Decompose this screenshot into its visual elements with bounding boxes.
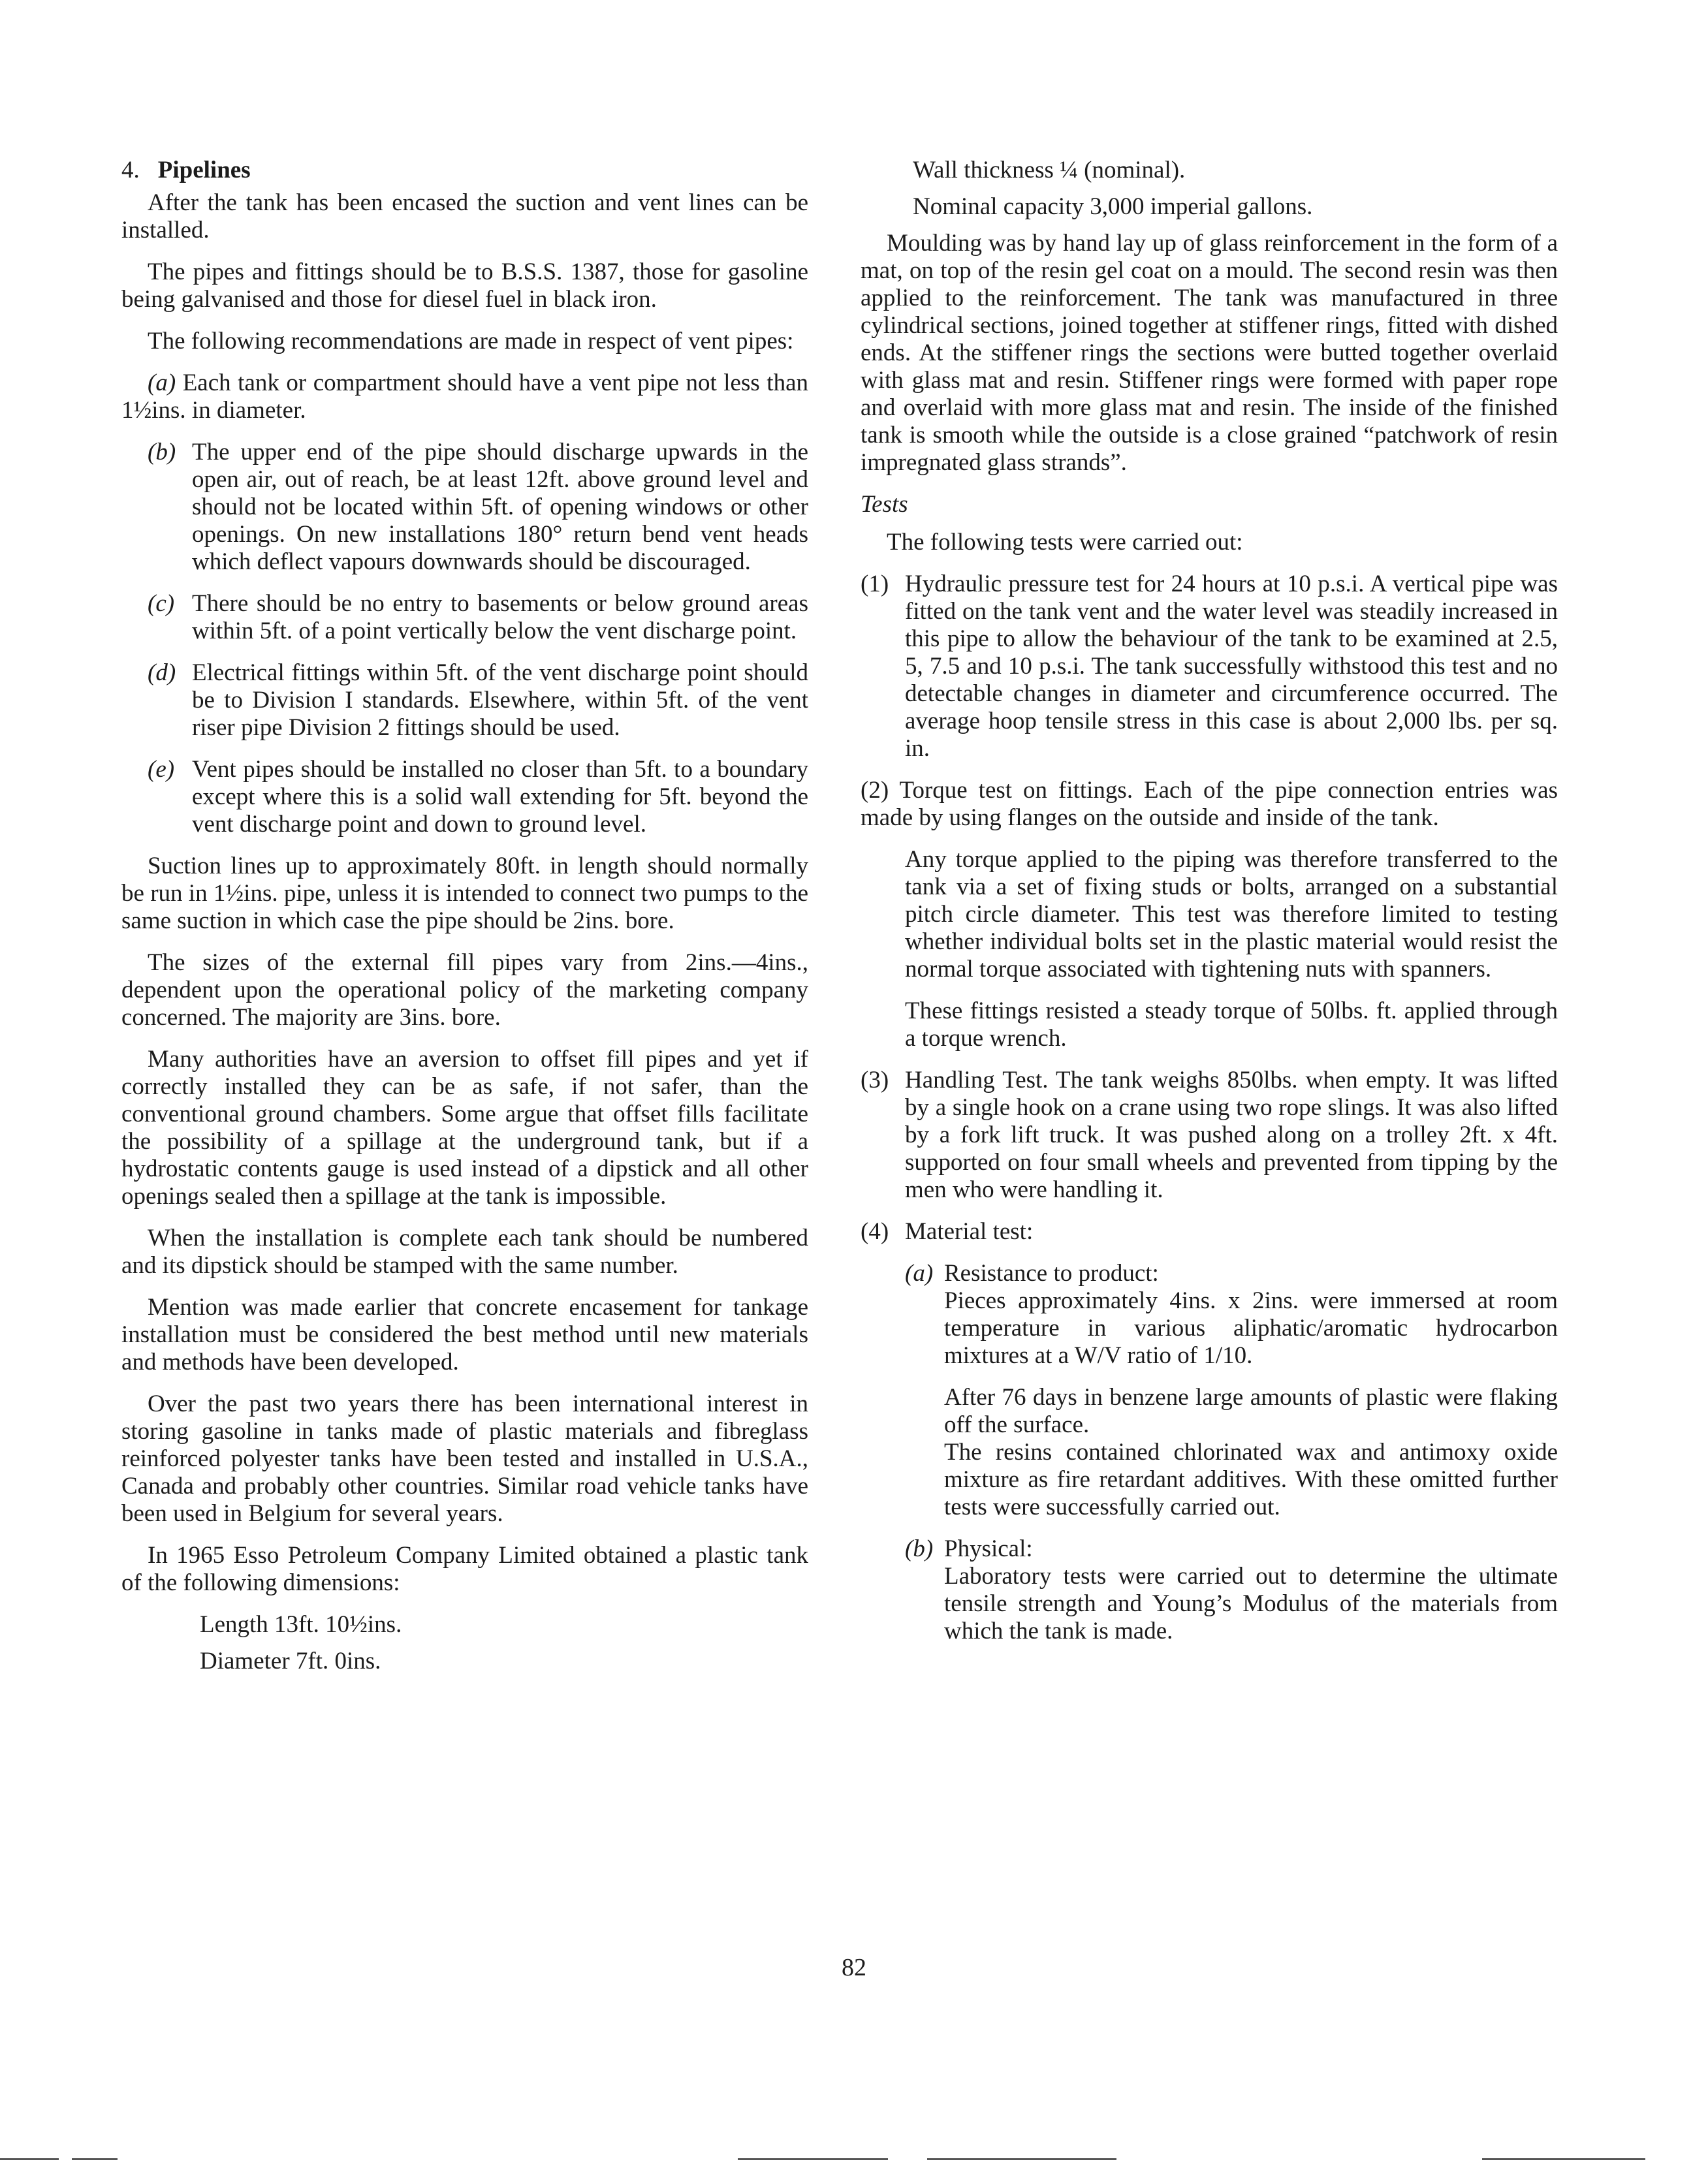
right-column [861,157,1558,1659]
test-1: (1) Hydraulic pressure test for 24 hours at 10 p.s.i. A vertical pipe was fitted on the tank vent and the water level was steadily increased in this pipe to allow the behaviour of the tank to be examined at 2.5, 5, 7.5 and 10 p.s.i. The tank successfully withstood this test and no detectable changes in diameter and circumference occurred. The average hoop tensile stress in this case is about 2,000 lbs. per sq. in. [861,571,1558,762]
section-title: Pipelines [157,157,251,183]
paragraph: The following tests were carried out: [887,529,1243,556]
section-number: 4. [121,157,140,183]
paragraph: After the tank has been encased the suction and vent lines can be installed. [121,189,808,244]
list-item-d: (d) Electrical fittings within 5ft. of the vent discharge point should be to Division I standards. Elsewhere, within 5ft. of the vent riser pipe Division 2 fittings should be used. [148,659,808,741]
dimension-wall-thickness: Wall thickness ¼ (nominal). [913,157,1186,183]
paragraph: Suction lines up to approximately 80ft. in length should normally be run in 1½ins. pipe, unless it is intended to connect two pumps to the same suction in which case the pipe should be 2ins. bore. [121,853,808,934]
dimension-capacity: Nominal capacity 3,000 imperial gallons. [913,193,1313,220]
scan-edge-mark [72,2158,118,2160]
test-2: (2) Torque test on fittings. Each of the pipe connection entries was made by using flanges on the outside and inside of the tank. [861,777,1558,831]
paragraph: The sizes of the external fill pipes vary from 2ins.—4ins., dependent upon the operational policy of the marketing company concerned. The majority are 3ins. bore. [121,949,808,1031]
paragraph: The following recommendations are made in respect of vent pipes: [148,328,794,354]
test-3: (3) Handling Test. The tank weighs 850lbs. when empty. It was lifted by a single hook on a crane using two rope slings. It was also lifted by a fork lift truck. It was pushed along on a trolley 2ft. x 4ft. supported on four small wheels and prevented from tipping by the men who were handling it. [861,1067,1558,1203]
dimension-diameter: Diameter 7ft. 0ins. [200,1648,381,1674]
sub-b-title: Physical: [944,1535,1033,1562]
scan-edge-mark [738,2158,888,2160]
sub-b-text: Laboratory tests were carried out to determine the ultimate tensile strength and Young’s Modulus of the materials from which the tank is made. [944,1563,1558,1644]
paragraph: The pipes and fittings should be to B.S.S. 1387, those for gasoline being galvanised and those for diesel fuel in black iron. [121,259,808,313]
scan-edge-mark [0,2158,59,2160]
dimension-length: Length 13ft. 10½ins. [200,1611,402,1638]
sub-a-title: Resistance to product: [944,1260,1159,1287]
paragraph: Many authorities have an aversion to offset fill pipes and yet if correctly installed they can be as safe, if not safer, than the conventional ground chambers. Some argue that offset fills facilitate the possibility of a spillage at the underground tank, but if a hydrostatic contents gauge is used instead of a dipstick and all other openings sealed then a spillage at the tank is impossible. [121,1046,808,1210]
test-4-sub-a: (a) Resistance to product: Pieces approximately 4ins. x 2ins. were immersed at room temperature in various aliphatic/aromatic hydrocarbon mixtures at a W/V ratio of 1/10. [905,1260,1558,1369]
list-item-e: (e) Vent pipes should be installed no closer than 5ft. to a boundary except where this is a solid wall extending for 5ft. beyond the vent discharge point and down to ground level. [148,756,808,838]
paragraph: In 1965 Esso Petroleum Company Limited obtained a plastic tank of the following dimensions: [121,1542,808,1596]
scan-edge-mark [1482,2158,1645,2160]
paragraph: These fittings resisted a steady torque of 50lbs. ft. applied through a torque wrench. [905,998,1558,1052]
paragraph: Over the past two years there has been international interest in storing gasoline in tanks made of plastic materials and fibreglass reinforced polyester tanks have been tested and installed in U.S.A., Canada and probably other countries. Similar road vehicle tanks have been used in Belgium for several years. [121,1390,808,1527]
paragraph: Mention was made earlier that concrete encasement for tankage installation must be considered the best method until new materials and methods have been developed. [121,1294,808,1375]
paragraph: Any torque applied to the piping was therefore transferred to the tank via a set of fixing studs or bolts, arranged on a substantial pitch circle diameter. This test was therefore limited to testing whether individual bolts set in the plastic material would resist the normal torque associated with tightening nuts with spanners. [905,846,1558,982]
paragraph: Moulding was by hand lay up of glass reinforcement in the form of a mat, on top of the resin gel coat on a mould. The second resin was then applied to the reinforcement. The tank was manufactured in three cylindrical sections, joined together at stiffener rings, fitted with dished ends. At the stiffener rings the sections were butted together overlaid with glass mat and resin. Stiffener rings were formed with paper rope and overlaid with more glass mat and resin. The inside of the finished tank is smooth while the outside is a close grained “patchwork of resin impregnated glass strands”. [861,230,1558,476]
test-4: (4) Material test: [861,1218,1034,1245]
sub-a-paragraph-3: The resins contained chlorinated wax and antimoxy oxide mixture as fire retardant additives. With these omitted further tests were successfully carried out. [944,1439,1558,1520]
sub-a-paragraph-2: After 76 days in benzene large amounts of plastic were flaking off the surface. [944,1384,1558,1438]
sub-a-text: Pieces approximately 4ins. x 2ins. were immersed at room temperature in various aliphatic/aromatic hydrocarbon mixtures at a W/V ratio of 1/10. [944,1287,1558,1369]
paragraph: When the installation is complete each tank should be numbered and its dipstick should be stamped with the same number. [121,1225,808,1279]
section-heading [121,157,808,184]
list-item-c: (c) There should be no entry to basements or below ground areas within 5ft. of a point vertically below the vent discharge point. [148,590,808,644]
scan-edge-mark [927,2158,1116,2160]
tests-heading: Tests [861,491,908,518]
list-item-a: (a) Each tank or compartment should have a vent pipe not less than 1½ins. in diameter. [121,369,808,424]
test-4-sub-b: (b) Physical: Laboratory tests were carried out to determine the ultimate tensile strength and Young’s Modulus of the materials from which the tank is made. [905,1535,1558,1644]
list-item-b: (b) The upper end of the pipe should discharge upwards in the open air, out of reach, be at least 12ft. above ground level and should not be located within 5ft. of opening windows or other openings. On new installations 180° return bend vent heads which deflect vapours downwards should be discouraged. [148,439,808,575]
left-column [121,157,808,1684]
page-number: 82 [842,1954,866,1981]
